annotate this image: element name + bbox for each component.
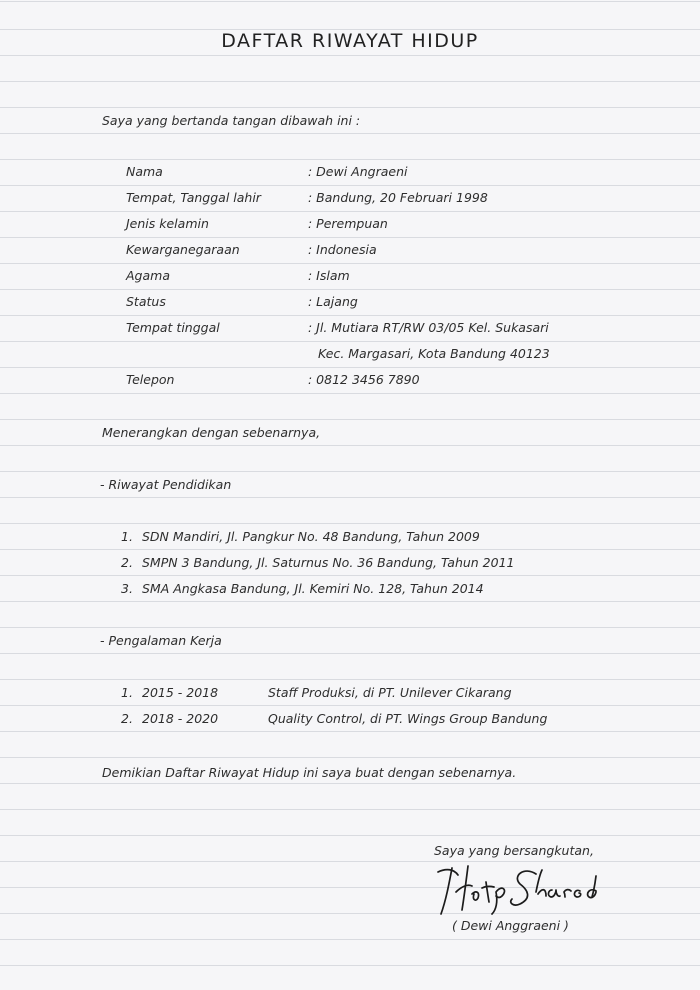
education-item-3: SMA Angkasa Bandung, Jl. Kemiri No. 128, Tahun 2014 bbox=[142, 581, 484, 596]
label-telepon: Telepon bbox=[126, 372, 175, 387]
experience-num-1: 1. bbox=[121, 685, 133, 700]
experience-num-2: 2. bbox=[121, 711, 133, 726]
education-item-1: SDN Mandiri, Jl. Pangkur No. 48 Bandung, Tahun 2009 bbox=[142, 529, 480, 544]
experience-period-1: 2015 - 2018 bbox=[142, 685, 219, 700]
education-num-1: 1. bbox=[121, 529, 133, 544]
value-kewarganegaraan: : Indonesia bbox=[308, 242, 377, 257]
value-nama: : Dewi Angraeni bbox=[308, 164, 408, 179]
education-item-2: SMPN 3 Bandung, Jl. Saturnus No. 36 Bandung, Tahun 2011 bbox=[142, 555, 515, 570]
handwritten-signature bbox=[432, 856, 607, 921]
experience-period-2: 2018 - 2020 bbox=[142, 711, 219, 726]
value-status: : Lajang bbox=[308, 294, 358, 309]
experience-item-2: Quality Control, di PT. Wings Group Bandung bbox=[268, 711, 548, 726]
statement-text: Menerangkan dengan sebenarnya, bbox=[102, 425, 321, 440]
value-tempat-tinggal: : Jl. Mutiara RT/RW 03/05 Kel. Sukasari bbox=[308, 320, 549, 335]
label-tempat-tanggal-lahir: Tempat, Tanggal lahir bbox=[126, 190, 261, 205]
experience-item-1: Staff Produksi, di PT. Unilever Cikarang bbox=[268, 685, 512, 700]
label-nama: Nama bbox=[126, 164, 163, 179]
signature-caption: Saya yang bersangkutan, bbox=[434, 843, 594, 858]
education-heading: - Riwayat Pendidikan bbox=[100, 477, 232, 492]
label-jenis-kelamin: Jenis kelamin bbox=[126, 216, 209, 231]
value-tempat-tinggal-line2: Kec. Margasari, Kota Bandung 40123 bbox=[318, 346, 550, 361]
value-telepon: : 0812 3456 7890 bbox=[308, 372, 420, 387]
experience-heading: - Pengalaman Kerja bbox=[100, 633, 222, 648]
education-num-3: 3. bbox=[121, 581, 133, 596]
label-status: Status bbox=[126, 294, 166, 309]
signature-name: ( Dewi Anggraeni ) bbox=[452, 918, 569, 933]
value-jenis-kelamin: : Perempuan bbox=[308, 216, 388, 231]
intro-text: Saya yang bertanda tangan dibawah ini : bbox=[102, 113, 361, 128]
label-agama: Agama bbox=[126, 268, 170, 283]
value-tempat-tanggal-lahir: : Bandung, 20 Februari 1998 bbox=[308, 190, 488, 205]
value-agama: : Islam bbox=[308, 268, 350, 283]
closing-text: Demikian Daftar Riwayat Hidup ini saya buat dengan sebenarnya. bbox=[102, 765, 517, 780]
document-title: DAFTAR RIWAYAT HIDUP bbox=[221, 30, 479, 52]
label-tempat-tinggal: Tempat tinggal bbox=[126, 320, 220, 335]
label-kewarganegaraan: Kewarganegaraan bbox=[126, 242, 240, 257]
education-num-2: 2. bbox=[121, 555, 133, 570]
